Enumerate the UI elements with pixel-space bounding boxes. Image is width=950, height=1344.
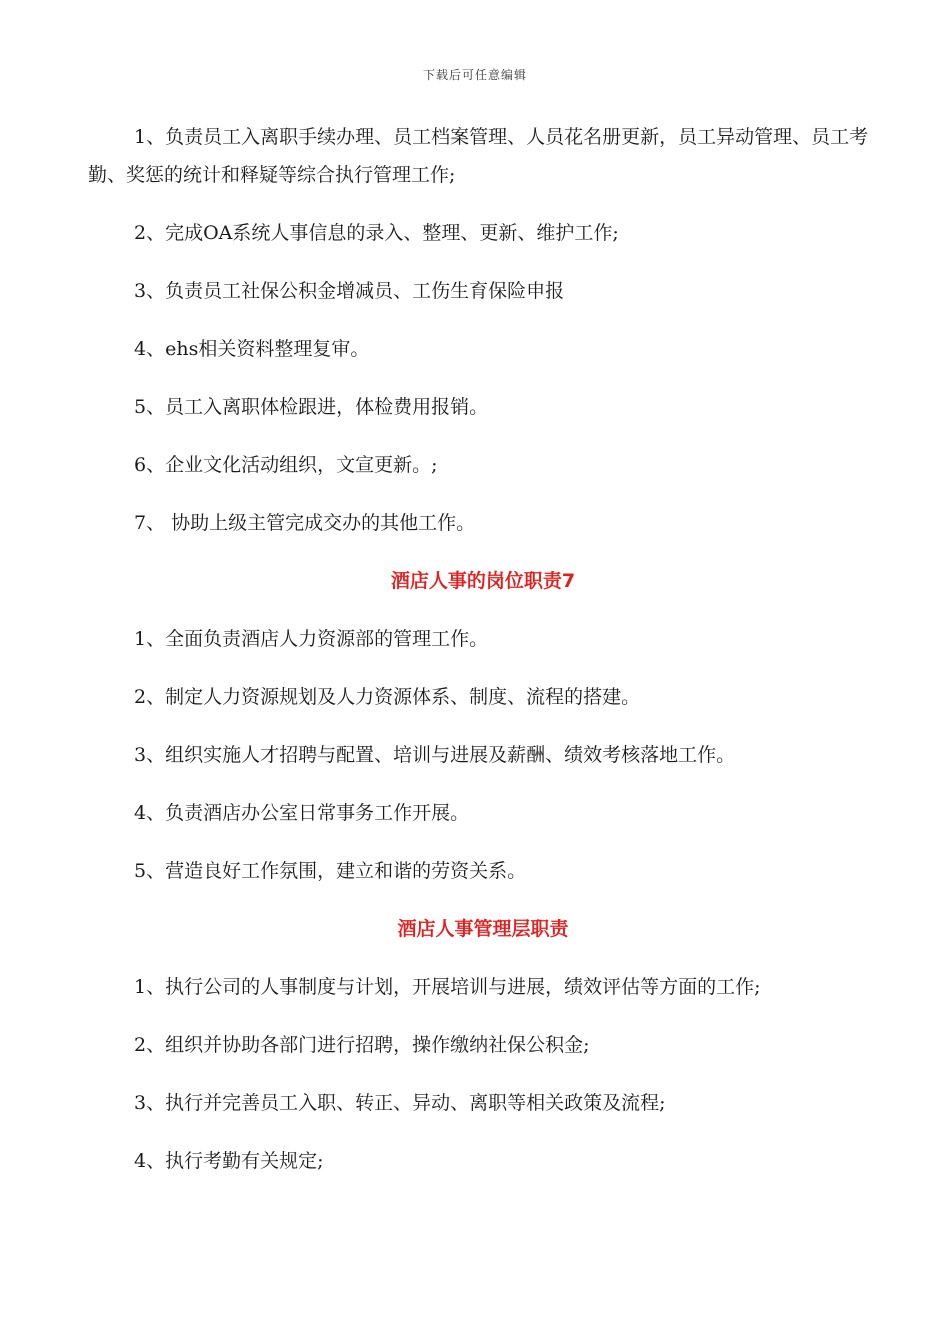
paragraph: 4、执行考勤有关规定;: [134, 1150, 324, 1172]
section-heading: 酒店人事的岗位职责7: [390, 570, 576, 592]
document-body: [88, 118, 878, 1200]
paragraph: 1、负责员工入离职手续办理、员工档案管理、人员花名册更新，员工异动管理、员工考勤、奖惩的统计和释疑等综合执行管理工作;: [88, 126, 869, 186]
header-note: 下载后可任意编辑: [422, 68, 527, 82]
paragraph: 6、企业文化活动组织，文宣更新。;: [134, 454, 438, 476]
paragraph: 1、执行公司的人事制度与计划，开展培训与进展，绩效评估等方面的工作;: [134, 976, 761, 998]
paragraph: 7、 协助上级主管完成交办的其他工作。: [134, 512, 476, 534]
paragraph: 5、营造良好工作氛围，建立和谐的劳资关系。: [134, 860, 527, 882]
paragraph: 2、完成OA系统人事信息的录入、整理、更新、维护工作;: [134, 222, 619, 244]
paragraph: 4、负责酒店办公室日常事务工作开展。: [134, 802, 470, 824]
paragraph: 3、组织实施人才招聘与配置、培训与进展及薪酬、绩效考核落地工作。: [134, 744, 736, 766]
paragraph: 3、执行并完善员工入职、转正、异动、离职等相关政策及流程;: [134, 1092, 666, 1114]
paragraph: 2、制定人力资源规划及人力资源体系、制度、流程的搭建。: [134, 686, 641, 708]
section-heading: 酒店人事管理层职责: [397, 918, 569, 940]
paragraph: 2、组织并协助各部门进行招聘，操作缴纳社保公积金;: [134, 1034, 590, 1056]
paragraph: 3、负责员工社保公积金增减员、工伤生育保险申报: [134, 280, 565, 302]
paragraph: 5、员工入离职体检跟进，体检费用报销。: [134, 396, 489, 418]
paragraph: 4、ehs相关资料整理复审。: [134, 338, 370, 360]
paragraph: 1、全面负责酒店人力资源部的管理工作。: [134, 628, 489, 650]
